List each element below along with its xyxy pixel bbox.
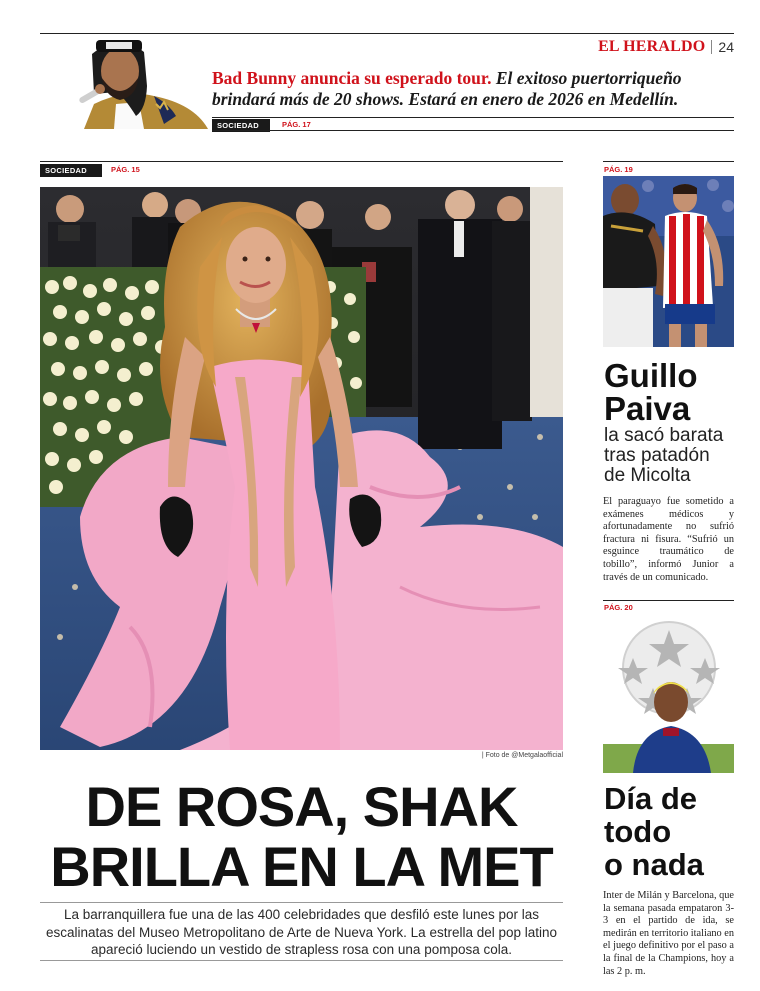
side2-top-rule (603, 600, 734, 601)
bad-bunny-photo[interactable] (44, 34, 208, 129)
main-headline-line2: BRILLA EN LA MET (50, 835, 553, 898)
side1-page-ref[interactable]: PÁG. 19 (604, 165, 633, 174)
side2-headline-line1: Día de (604, 781, 698, 816)
side2-headline-line3: o nada (604, 847, 704, 882)
main-page-ref[interactable]: PÁG. 15 (111, 165, 140, 174)
masthead-brand: EL HERALDO (598, 38, 706, 55)
masthead (598, 37, 734, 57)
main-lede: La barranquillera fue una de las 400 celebridades que desfiló este lunes por las escalinatas del Museo Metropolitano de Arte de Nueva York. La estrella del pop latino apareció luciendo un vestido de strapless rosa con una pomposa cola. (45, 907, 558, 957)
masthead-divider (711, 40, 712, 54)
teaser-headline-rest: El exitoso puertorriqueño brindará más de 20 shows. Estará en enero de 2026 en Medellín. (212, 68, 682, 109)
teaser-page-ref[interactable]: PÁG. 17 (282, 120, 311, 129)
shakira-met-gala-photo[interactable] (40, 187, 563, 750)
side1-body: El paraguayo fue sometido a exámenes médicos y afortunadamente no sufrió fractura ni fisura. “Sufrió un esguince traumático de tobillo”, informó Junior a través de un comunicado. (603, 496, 734, 583)
lede-top-rule (40, 902, 563, 903)
main-section-tag: SOCIEDAD (40, 164, 102, 177)
side1-subhead: la sacó barata tras patadón de Micolta (604, 425, 724, 486)
page-number: 24 (718, 39, 734, 55)
teaser-section-tag: SOCIEDAD (212, 119, 270, 132)
side2-headline-line2: todo (604, 814, 672, 849)
junior-football-players-photo[interactable] (603, 176, 734, 347)
main-headline[interactable] (40, 777, 563, 897)
side2-body: Inter de Milán y Barcelona, que la semana pasada empataron 3-3 en el partido de ida, se medirán en territorio italiano en el juego definitivo por el paso a la final de la Champions, hoy a las 2 p. m. (603, 890, 734, 977)
main-headline-line1: DE ROSA, SHAK (85, 775, 518, 838)
side1-headline[interactable] (604, 359, 734, 425)
teaser-bottom-rule (212, 117, 734, 118)
teaser-headline-red: Bad Bunny anuncia su esperado tour. (212, 68, 492, 88)
champions-league-barcelona-player-photo[interactable] (603, 614, 734, 773)
teaser-under-rule (212, 130, 734, 131)
side1-top-rule (603, 161, 734, 162)
main-top-rule (40, 161, 563, 162)
photo-credit: | Foto de @Metgalaofficial (481, 752, 563, 759)
side2-headline[interactable] (604, 782, 734, 881)
lede-bottom-rule (40, 960, 563, 961)
side2-page-ref[interactable]: PÁG. 20 (604, 603, 633, 612)
side1-headline-line1: Guillo (604, 357, 698, 394)
top-teaser-headline[interactable] (212, 68, 736, 110)
side1-headline-line2: Paiva (604, 390, 691, 427)
